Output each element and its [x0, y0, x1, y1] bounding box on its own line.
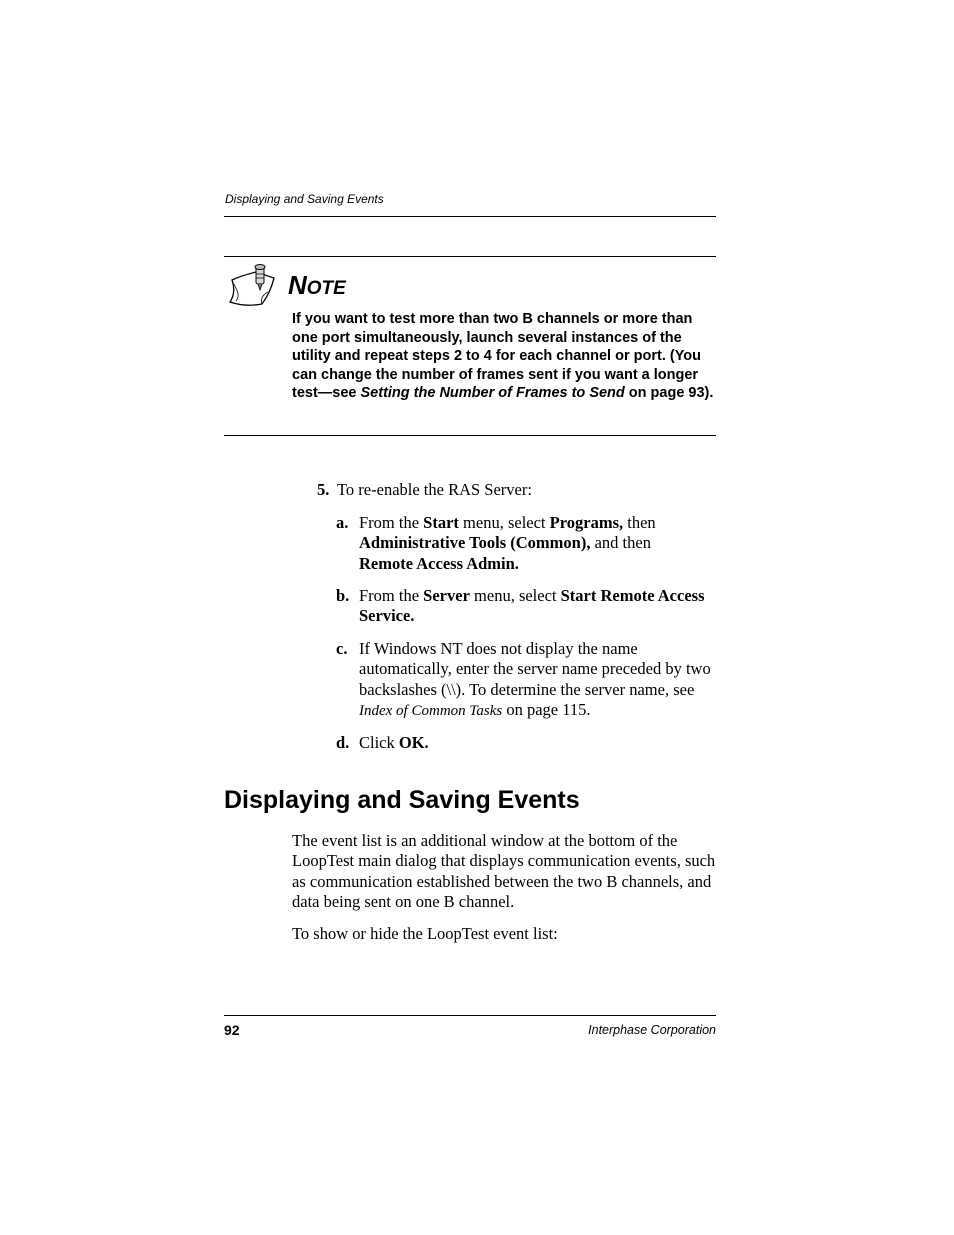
substep-a-part: then	[623, 513, 656, 532]
substep-b-part: From the	[359, 586, 424, 605]
substep-b-text	[359, 586, 721, 627]
note-title-rest: OTE	[306, 278, 346, 299]
substep-a-text	[359, 513, 719, 574]
index-cross-reference-link[interactable]: Index of Common Tasks	[359, 702, 503, 719]
note-title-initial: N	[288, 270, 307, 300]
substep-a-part: and then	[590, 533, 651, 553]
menu-programs: Programs,	[549, 513, 624, 532]
ok-button-label: OK.	[398, 733, 429, 752]
menu-start: Start	[423, 513, 459, 532]
substep-c-part: If Windows NT does not display the name automatically, enter the server name preceded by two backslashes (\\). To determine the server name, see	[359, 639, 711, 699]
page-number: 92	[224, 1022, 240, 1038]
substep-c-part: on page 115.	[502, 699, 591, 719]
header-rule	[224, 216, 716, 217]
note-body	[292, 310, 716, 403]
note-pad-icon	[226, 262, 278, 308]
note-text-before: If you want to test more than two B channels or more than one port simultaneously, launch several instances of the utility and repeat steps 2 to 4 for each channel or port. (You can change the number of frames sent if you want a longer test—see	[292, 311, 702, 402]
substep-b-letter: b.	[336, 586, 350, 605]
note-cross-reference-link[interactable]: Setting the Number of Frames to Send	[360, 385, 625, 402]
section-paragraph-1: The event list is an additional window at the bottom of the LoopTest main dialog that displays communication events, such as communication established between the two B channels, and data being sent on one B channel.	[292, 831, 716, 911]
substep-a-part: From the	[359, 513, 424, 532]
substep-a-letter: a.	[336, 513, 349, 532]
menu-administrative-tools: Administrative Tools (Common),	[359, 533, 591, 553]
menu-server: Server	[423, 586, 470, 605]
section-heading: Displaying and Saving Events	[224, 786, 580, 814]
note-text-after: on page 93).	[624, 385, 714, 402]
section-paragraph-2: To show or hide the LoopTest event list:	[292, 924, 558, 943]
substep-c-letter: c.	[336, 639, 348, 658]
footer-rule	[224, 1015, 716, 1016]
footer-company: Interphase Corporation	[588, 1023, 716, 1037]
step-5-text: To re-enable the RAS Server:	[337, 480, 532, 499]
substep-c-text	[359, 639, 721, 721]
note-title	[288, 268, 346, 306]
substep-d-part: Click	[359, 733, 399, 752]
note-bottom-rule	[224, 435, 716, 436]
menu-start-remote-access-service: Start Remote Access Service.	[359, 586, 705, 626]
running-header: Displaying and Saving Events	[225, 192, 384, 206]
substep-a-part: menu, select	[458, 513, 550, 532]
menu-remote-access-admin: Remote Access Admin.	[359, 553, 519, 573]
substep-d-text	[359, 733, 429, 753]
substep-b-part: menu, select	[469, 586, 561, 605]
substep-d-letter: d.	[336, 733, 350, 752]
note-top-rule	[224, 256, 716, 257]
step-5-number: 5.	[317, 480, 330, 499]
